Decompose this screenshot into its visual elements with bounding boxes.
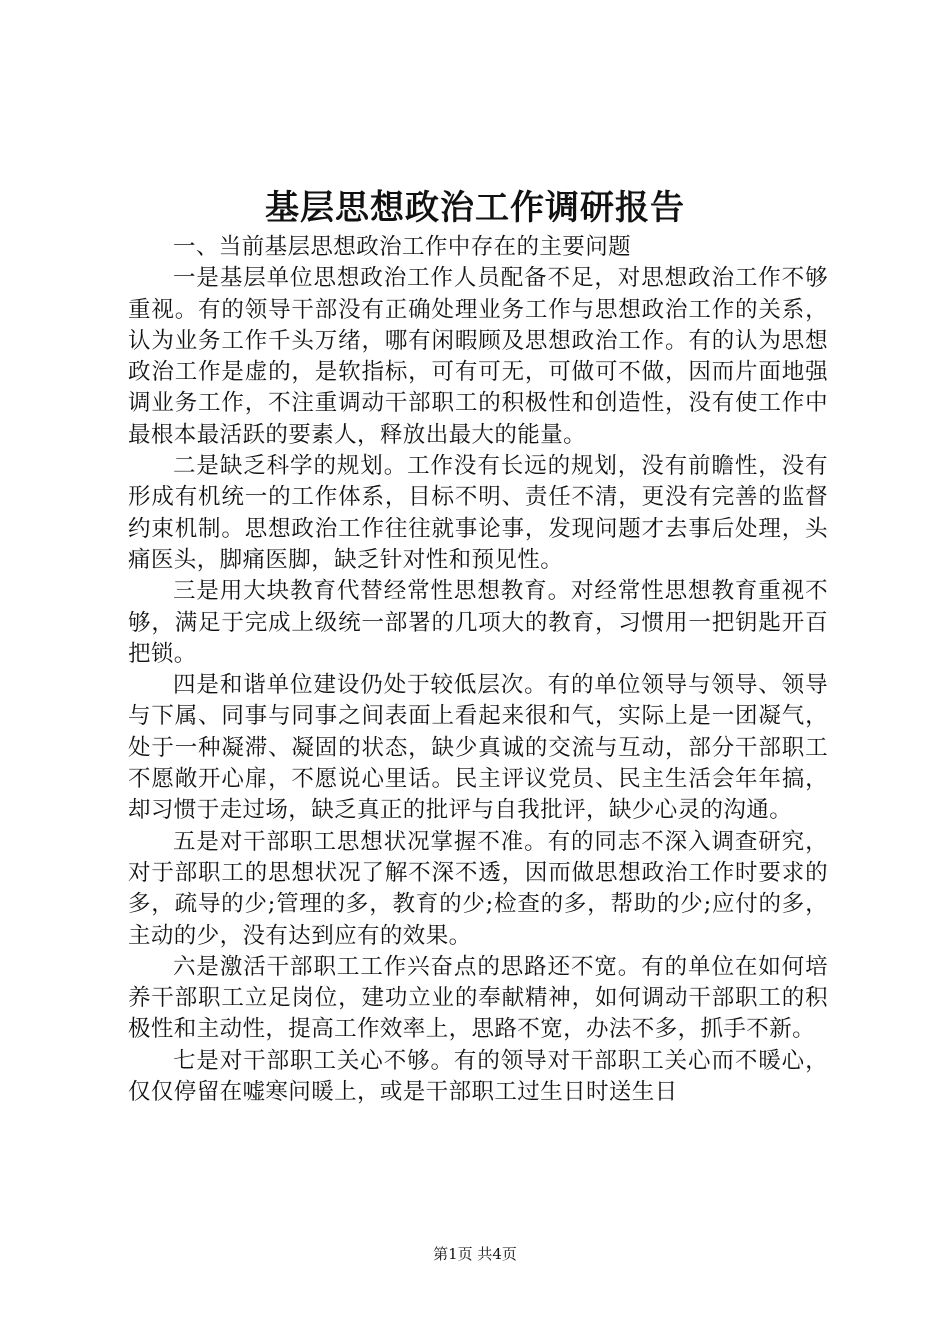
paragraph-1: 一是基层单位思想政治工作人员配备不足，对思想政治工作不够重视。有的领导干部没有正确处理业务工作与思想政治工作的关系，认为业务工作千头万绪，哪有闲暇顾及思想政治工作。有的认为思想政治工作是虚的，是软指标，可有可无，可做可不做，因而片面地强调业务工作，不注重调动干部职工的积极性和创造性，没有使工作中最根本最活跃的要素人，释放出最大的能量。	[128, 265, 828, 448]
paragraph-6: 六是激活干部职工工作兴奋点的思路还不宽。有的单位在如何培养干部职工立足岗位，建功立业的奉献精神，如何调动干部职工的积极性和主动性，提高工作效率上，思路不宽，办法不多，抓手不新。	[128, 953, 828, 1043]
section-heading: 一、当前基层思想政治工作中存在的主要问题	[173, 234, 632, 260]
document-body	[128, 232, 828, 1108]
paragraph-2: 二是缺乏科学的规划。工作没有长远的规划，没有前瞻性，没有形成有机统一的工作体系，目标不明、责任不清，更没有完善的监督约束机制。思想政治工作往往就事论事，发现问题才去事后处理，头痛医头，脚痛医脚，缺乏针对性和预见性。	[128, 453, 828, 573]
page-footer: 第1页 共4页	[433, 1245, 517, 1263]
paragraph-5: 五是对干部职工思想状况掌握不准。有的同志不深入调查研究，对于部职工的思想状况了解不深不透，因而做思想政治工作时要求的多，疏导的少;管理的多，教育的少;检查的多，帮助的少;应付的多，主动的少，没有达到应有的效果。	[128, 828, 828, 949]
paragraph-4: 四是和谐单位建设仍处于较低层次。有的单位领导与领导、领导与下属、同事与同事之间表面上看起来很和气，实际上是一团凝气，处于一种凝滞、凝固的状态，缺少真诚的交流与互动，部分干部职工不愿敞开心扉，不愿说心里话。民主评议党员、民主生活会年年搞，却习惯于走过场，缺乏真正的批评与自我批评，缺少心灵的沟通。	[128, 672, 828, 824]
paragraph-3: 三是用大块教育代替经常性思想教育。对经常性思想教育重视不够，满足于完成上级统一部署的几项大的教育，习惯用一把钥匙开百把锁。	[128, 578, 828, 667]
document-title: 基层思想政治工作调研报告	[265, 188, 685, 228]
paragraph-7: 七是对干部职工关心不够。有的领导对干部职工关心而不暖心，仅仅停留在嘘寒问暖上，或是干部职工过生日时送生日	[128, 1047, 828, 1106]
